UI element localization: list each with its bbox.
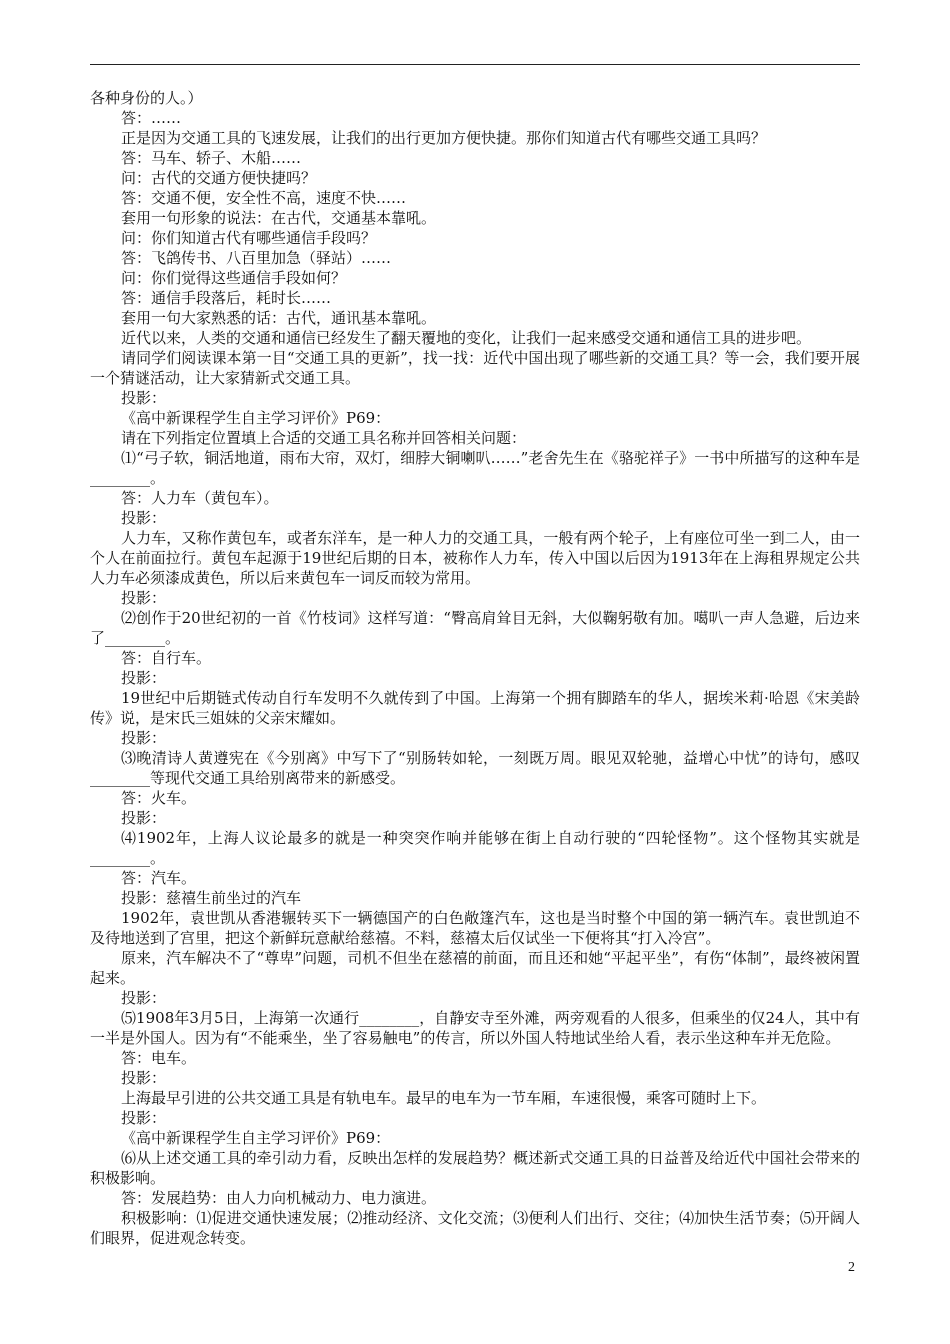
paragraph: 答：自行车。	[121, 649, 212, 667]
paragraph: 人力车，又称作黄包车，或者东洋车，是一种人力的交通工具，一般有两个轮子，上有座位可坐一到二人，由一个人在前面拉行。黄包车起源于19世纪后期的日本，被称作人力车，传入中国以后因为1913年在上海租界规定公共人力车必须漆成黄色，所以后来黄包车一词反而较为常用。	[90, 529, 860, 587]
paragraph: 1902年，袁世凯从香港辗转买下一辆德国产的白色敞篷汽车，这也是当时整个中国的第一辆汽车。袁世凯迫不及待地送到了宫里，把这个新鲜玩意献给慈禧。不料，慈禧太后仅试坐一下便将其“打入冷宫”。	[90, 909, 860, 947]
paragraph: 答：飞鸽传书、八百里加急（驿站）……	[121, 249, 392, 267]
paragraph: 请同学们阅读课本第一目“交通工具的更新”，找一找：近代中国出现了哪些新的交通工具？等一会，我们要开展一个猜谜活动，让大家猜新式交通工具。	[90, 349, 860, 387]
paragraph: 问：古代的交通方便快捷吗？	[121, 169, 317, 187]
paragraph: 答：发展趋势：由人力向机械动力、电力演进。	[121, 1189, 437, 1207]
paragraph: 投影：慈禧生前坐过的汽车	[121, 889, 302, 907]
paragraph: 投影：	[121, 1109, 167, 1127]
paragraph: 答：……	[121, 109, 182, 127]
paragraph: 投影：	[121, 809, 167, 827]
paragraph: 问：你们知道古代有哪些通信手段吗？	[121, 229, 377, 247]
paragraph: 答：火车。	[121, 789, 197, 807]
paragraph: 上海最早引进的公共交通工具是有轨电车。最早的电车为一节车厢，车速很慢，乘客可随时上下。	[121, 1089, 767, 1107]
paragraph: 正是因为交通工具的飞速发展，让我们的出行更加方便快捷。那你们知道古代有哪些交通工具吗？	[121, 129, 767, 147]
paragraph: 投影：	[121, 729, 167, 747]
paragraph: 请在下列指定位置填上合适的交通工具名称并回答相关问题：	[121, 429, 527, 447]
page-number: 2	[848, 1260, 855, 1275]
paragraph: 19世纪中后期链式传动自行车发明不久就传到了中国。上海第一个拥有脚踏车的华人，据埃米莉·哈恩《宋美龄传》说，是宋氏三姐妹的父亲宋耀如。	[90, 689, 860, 727]
paragraph: 答：通信手段落后，耗时长……	[121, 289, 332, 307]
paragraph: 各种身份的人。）	[90, 89, 203, 107]
paragraph: 投影：	[121, 1069, 167, 1087]
paragraph: 答：电车。	[121, 1049, 197, 1067]
paragraph: 投影：	[121, 509, 167, 527]
paragraph: 投影：	[121, 589, 167, 607]
paragraph: 积极影响：⑴促进交通快速发展；⑵推动经济、文化交流；⑶便利人们出行、交往；⑷加快生活节奏；⑸开阔人们眼界，促进观念转变。	[90, 1209, 860, 1247]
paragraph: ⑵创作于20世纪初的一首《竹枝词》这样写道：“臀高肩耸目无斜，大似鞠躬敬有加。噶叭一声人急避，后边来了________。	[90, 609, 860, 647]
paragraph: ⑶晚清诗人黄遵宪在《今别离》中写下了“别肠转如轮，一刻既万周。眼见双轮驰，益增心中忧”的诗句，感叹________等现代交通工具给别离带来的新感受。	[90, 749, 860, 787]
header-rule	[90, 64, 860, 65]
paragraph: 答：人力车（黄包车）。	[121, 489, 279, 507]
paragraph: ⑹从上述交通工具的牵引动力看，反映出怎样的发展趋势？概述新式交通工具的日益普及给近代中国社会带来的积极影响。	[90, 1149, 860, 1187]
paragraph: 答：汽车。	[121, 869, 197, 887]
paragraph: 套用一句形象的说法：在古代，交通基本靠吼。	[121, 209, 437, 227]
paragraph: 《高中新课程学生自主学习评价》P69：	[121, 409, 391, 427]
paragraph: 投影：	[121, 389, 167, 407]
paragraph: ⑴“弓子软，铜活地道，雨布大帘，双灯，细脖大铜喇叭……”老舍先生在《骆驼祥子》一书中所描写的这种车是________。	[90, 449, 860, 487]
paragraph: 近代以来，人类的交通和通信已经发生了翻天覆地的变化，让我们一起来感受交通和通信工具的进步吧。	[121, 329, 812, 347]
paragraph: 答：交通不便，安全性不高，速度不快……	[121, 189, 407, 207]
paragraph: 投影：	[121, 989, 167, 1007]
paragraph: 《高中新课程学生自主学习评价》P69：	[121, 1129, 391, 1147]
paragraph: 问：你们觉得这些通信手段如何？	[121, 269, 347, 287]
paragraph: 答：马车、轿子、木船……	[121, 149, 302, 167]
paragraph: ⑸1908年3月5日，上海第一次通行________，自静安寺至外滩，两旁观看的人很多，但乘坐的仅24人，其中有一半是外国人。因为有“不能乘坐，坐了容易触电”的传言，所以外国人特地试坐给人看，表示坐这种车并无危险。	[90, 1009, 860, 1047]
paragraph: ⑷1902年，上海人议论最多的就是一种突突作响并能够在街上自动行驶的“四轮怪物”。这个怪物其实就是________。	[90, 829, 860, 867]
paragraph: 套用一句大家熟悉的话：古代，通讯基本靠吼。	[121, 309, 437, 327]
paragraph: 投影：	[121, 669, 167, 687]
document-body	[90, 88, 860, 1248]
paragraph: 原来，汽车解决不了“尊卑”问题，司机不但坐在慈禧的前面，而且还和她“平起平坐”，有伤“体制”，最终被闲置起来。	[90, 949, 860, 987]
